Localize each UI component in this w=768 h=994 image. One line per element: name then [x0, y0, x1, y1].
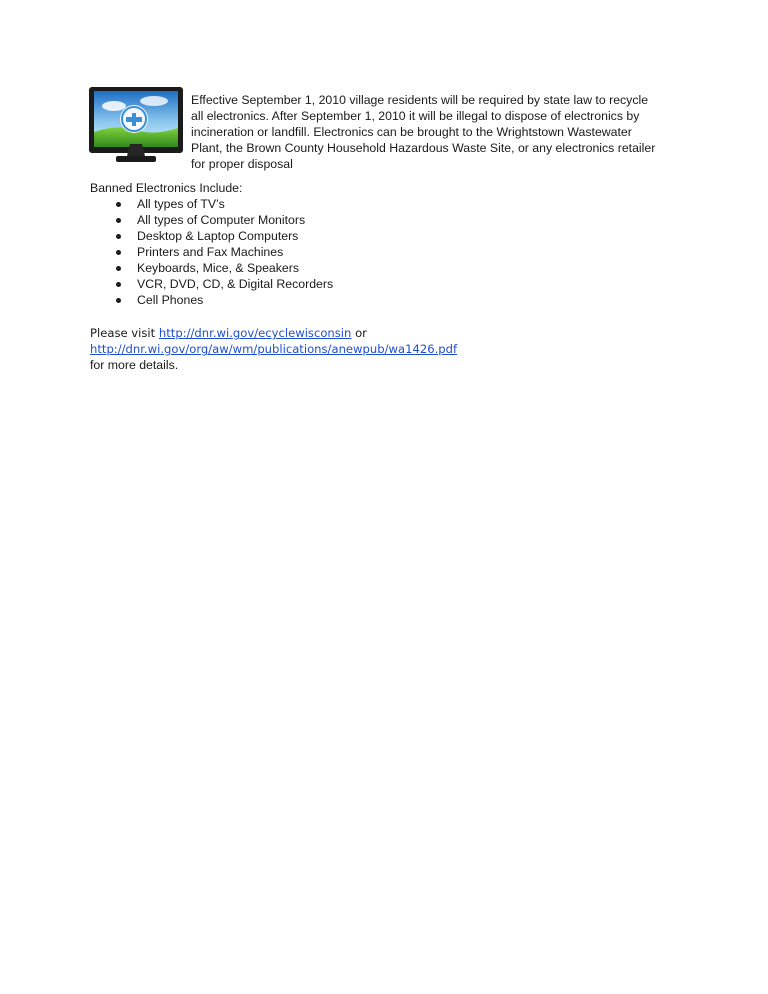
visit-suffix: for more details. [90, 358, 179, 372]
visit-prefix: Please visit [90, 326, 159, 340]
bullet-icon [116, 234, 121, 239]
publication-pdf-link[interactable]: http://dnr.wi.gov/org/aw/wm/publications/anewpub/wa1426.pdf [90, 342, 458, 356]
list-item: Printers and Fax Machines [90, 244, 610, 260]
visit-line-2 [90, 341, 650, 357]
list-item: VCR, DVD, CD, & Digital Recorders [90, 276, 610, 292]
visit-section [90, 325, 650, 373]
banned-electronics-section [90, 180, 610, 308]
intro-text [191, 92, 661, 172]
monitor-recycle-icon [88, 86, 184, 166]
intro-paragraph: Effective September 1, 2010 village residents will be required by state law to recycle all electronics. After September 1, 2010 it will be illegal to dispose of electronics by incineration or landfill. Electronics can be brought to the Wrightstown Wastewater Plant, the Brown County Household Hazardous Waste Site, or any electronics retailer for proper disposal [191, 93, 656, 171]
bullet-icon [116, 202, 121, 207]
list-item: All types of Computer Monitors [90, 212, 610, 228]
visit-middle: or [351, 326, 367, 340]
bullet-icon [116, 250, 121, 255]
banned-heading: Banned Electronics Include: [90, 181, 243, 195]
list-item: Desktop & Laptop Computers [90, 228, 610, 244]
bullet-icon [116, 266, 121, 271]
list-item: All types of TV’s [90, 196, 610, 212]
list-item: Cell Phones [90, 292, 610, 308]
banned-list [90, 196, 610, 308]
bullet-icon [116, 298, 121, 303]
bullet-icon [116, 282, 121, 287]
visit-line-1 [90, 325, 650, 341]
bullet-icon [116, 218, 121, 223]
ecycle-wisconsin-link[interactable]: http://dnr.wi.gov/ecyclewisconsin [158, 326, 352, 340]
list-item: Keyboards, Mice, & Speakers [90, 260, 610, 276]
